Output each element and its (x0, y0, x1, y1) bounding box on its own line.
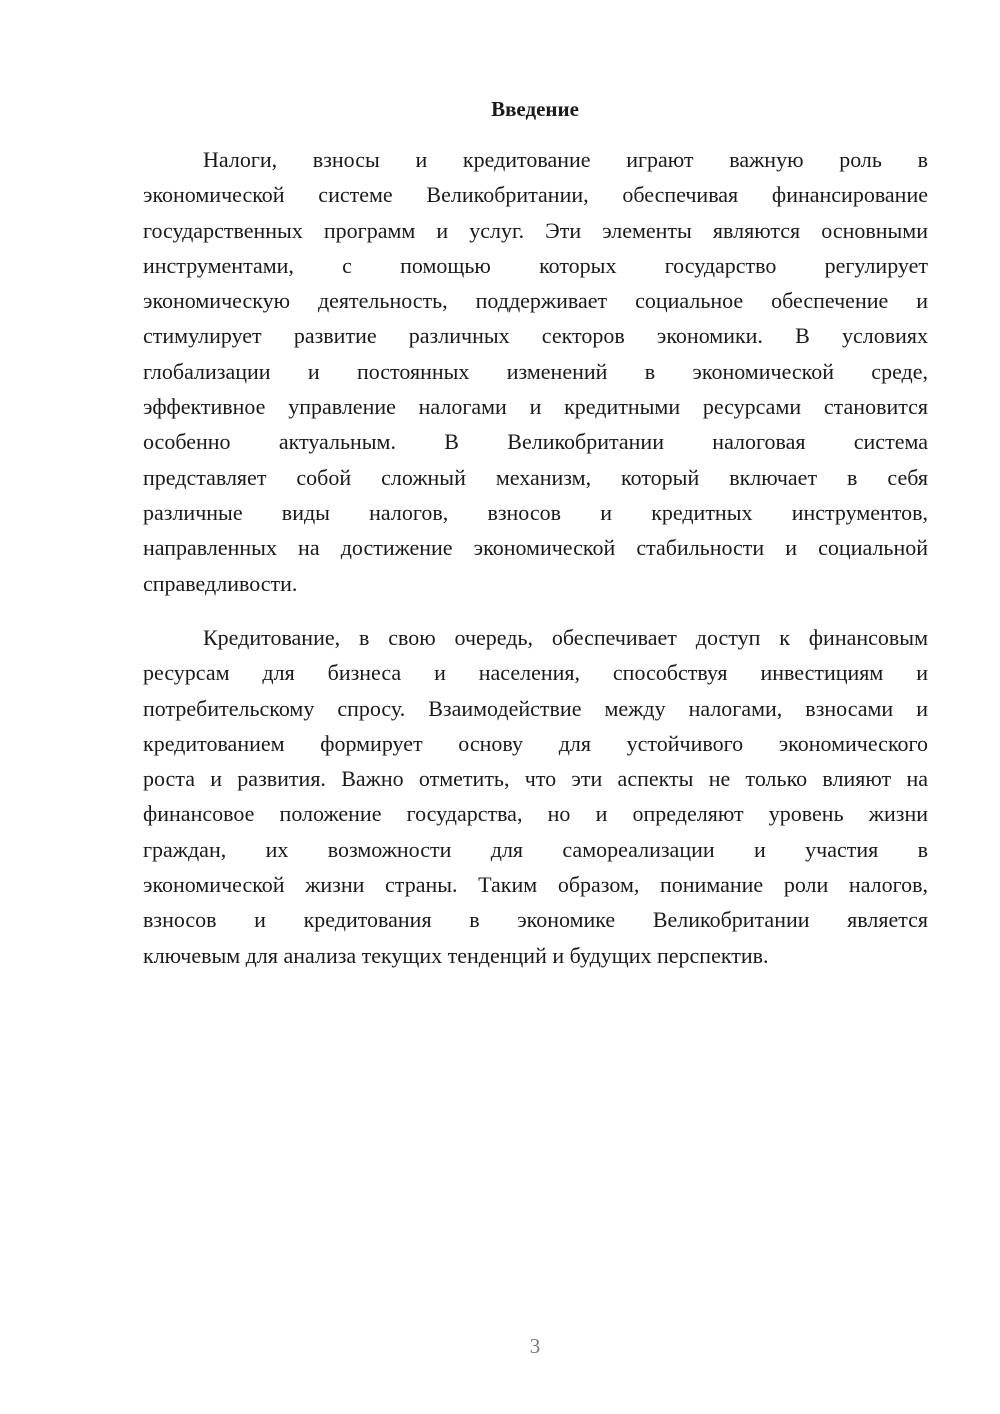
paragraph-2 (143, 620, 928, 973)
text-line: инструментами, с помощью которых государство регулирует (143, 252, 928, 278)
text-line: направленных на достижение экономической стабильности и социальной (143, 535, 928, 561)
text-line: экономическую деятельность, поддерживает социальное обеспечение и (143, 288, 928, 314)
page-number: 3 (529, 1334, 541, 1358)
text-line: справедливости. (143, 570, 298, 596)
text-line: эффективное управление налогами и кредитными ресурсами становится (143, 394, 928, 420)
text-line: стимулирует развитие различных секторов экономики. В условиях (143, 323, 928, 349)
text-line: экономической системе Великобритании, обеспечивая финансирование (143, 182, 928, 208)
text-line: ключевым для анализа текущих тенденций и будущих перспектив. (143, 942, 769, 968)
text-line: особенно актуальным. В Великобритании налоговая система (143, 429, 928, 455)
text-line: роста и развития. Важно отметить, что эти аспекты не только влияют на (143, 766, 928, 792)
text-line: финансовое положение государства, но и определяют уровень жизни (143, 801, 928, 827)
text-line: государственных программ и услуг. Эти элементы являются основными (143, 217, 928, 243)
section-title: Введение (491, 97, 579, 121)
text-line: потребительскому спросу. Взаимодействие между налогами, взносами и (143, 695, 928, 721)
text-line: экономической жизни страны. Таким образом, понимание роли налогов, (143, 872, 928, 898)
paragraph-1 (143, 142, 928, 601)
text-line: различные виды налогов, взносов и кредитных инструментов, (143, 499, 928, 525)
text-line: представляет собой сложный механизм, который включает в себя (143, 464, 928, 490)
text-line: Кредитование, в свою очередь, обеспечивает доступ к финансовым (203, 625, 928, 650)
text-line: взносов и кредитования в экономике Великобритании является (143, 907, 928, 933)
text-line: граждан, их возможности для самореализации и участия в (143, 836, 928, 862)
text-line: глобализации и постоянных изменений в экономической среде, (143, 358, 928, 384)
text-line: Налоги, взносы и кредитование играют важную роль в (203, 147, 928, 172)
text-line: ресурсам для бизнеса и населения, способствуя инвестициям и (143, 660, 928, 686)
text-line: кредитованием формирует основу для устойчивого экономического (143, 730, 928, 756)
